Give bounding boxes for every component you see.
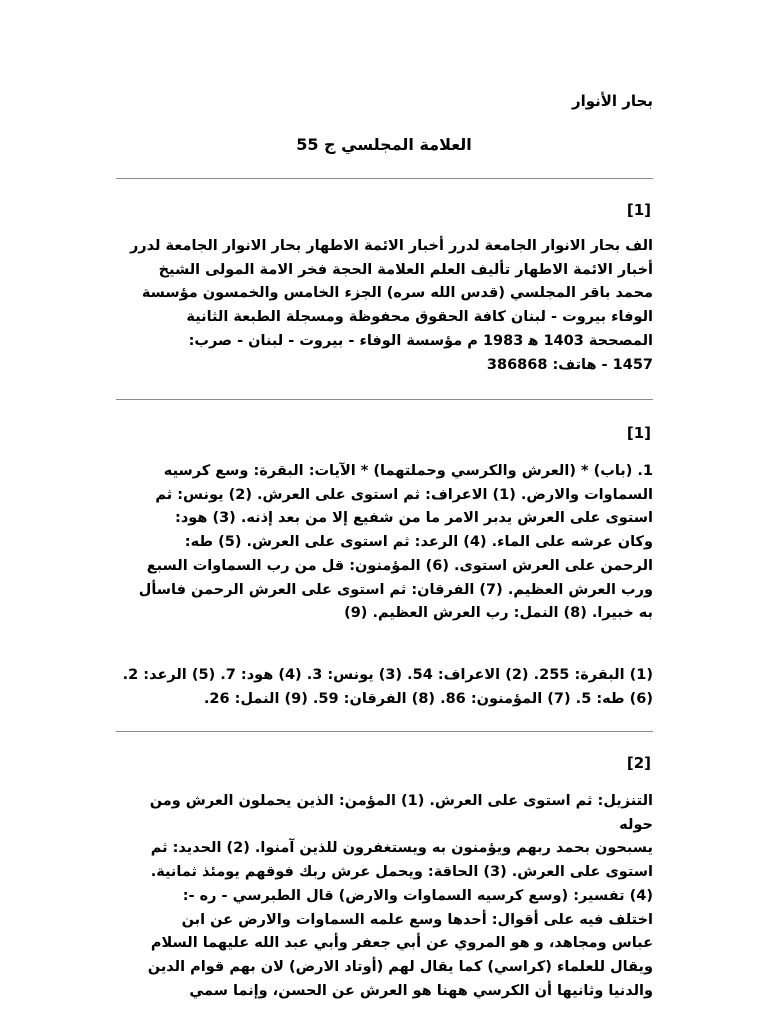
divider <box>116 399 653 400</box>
publication-info <box>113 235 653 377</box>
text-line: ورب العرش العظيم. (7) الفرقان: ثم استوى على العرش الرحمن فاسأل <box>138 581 653 598</box>
text-line: الوفاء بيروت - لبنان كافة الحقوق محفوظة ومسجلة الطبعة الثانية <box>186 309 653 326</box>
running-header: بحار الأنوار <box>571 92 653 110</box>
text-line: به خبيرا. (8) النمل: رب العرش العظيم. (9) <box>344 605 653 622</box>
text-line: المصححة 1403 ه‍ 1983 م مؤسسة الوفاء - بيروت - لبنان - صرب: <box>188 332 653 349</box>
book-title: العلامة المجلسي ج 55 <box>296 135 472 154</box>
section-number: [1] <box>626 201 651 219</box>
section-number: [2] <box>626 754 651 772</box>
text-line: الف بحار الانوار الجامعة لدرر أخبار الائمة الاطهار بحار الانوار الجامعة لدرر <box>129 238 653 254</box>
footnote-line: (6) طه: 5. (7) المؤمنون: 86. (8) الفرقان: 59. (9) النمل: 26. <box>203 690 653 707</box>
footnote-line: (1) البقرة: 255. (2) الاعراف: 54. (3) يونس: 3. (4) هود: 7. (5) الرعد: 2. <box>122 667 653 683</box>
text-line: التنزيل: ثم استوى على العرش. (1) المؤمن: الذين يحملون العرش ومن حوله <box>149 793 653 833</box>
text-line: (4) تفسير: (وسع كرسيه السماوات والارض) قال الطبرسي - ره -: <box>182 887 653 904</box>
text-line: استوى على العرش يدبر الامر ما من شفيع إلا من بعد إذنه. (3) هود: <box>175 510 653 527</box>
text-line: ويقال للعلماء (كراسي) كما يقال لهم (أوتاد الارض) لان بهم قوام الدين <box>147 958 653 975</box>
text-line: السماوات والارض. (1) الاعراف: ثم استوى على العرش. (2) يونس: ثم <box>155 486 653 503</box>
text-line: محمد باقر المجلسي (قدس الله سره) الجزء الخامس والخمسون مؤسسة <box>141 285 653 302</box>
text-line: أخبار الائمة الاطهار تأليف العلم العلامة الحجة فخر الامة المولى الشيخ <box>158 261 653 278</box>
text-line: الرحمن على العرش استوى. (6) المؤمنون: قل من رب السماوات السبع <box>146 557 653 574</box>
text-line: والدنيا وثانيها أن الكرسي ههنا هو العرش عن الحسن، وإنما سمي <box>189 982 653 999</box>
chapter-text <box>113 460 653 626</box>
footnotes <box>113 664 653 711</box>
text-line: وكان عرشه على الماء. (4) الرعد: ثم استوى على العرش. (5) طه: <box>184 534 653 551</box>
divider <box>116 178 653 179</box>
text-line: يسبحون بحمد ربهم ويؤمنون به ويستغفرون للذين آمنوا. (2) الحديد: ثم <box>150 840 653 857</box>
text-line: استوى على العرش. (3) الحاقة: ويحمل عرش ربك فوقهم يومئذ ثمانية. <box>150 864 653 881</box>
text-line: 1457 - هاتف: 386868 <box>486 356 653 373</box>
section-number: [1] <box>626 424 651 442</box>
commentary-text <box>113 790 653 1003</box>
text-line: اختلف فيه على أقوال: أحدها وسع علمه السماوات والارض عن ابن <box>181 911 653 928</box>
text-line: عباس ومجاهد، و هو المروي عن أبي جعفر وأبي عبد الله عليهما السلام <box>150 935 653 952</box>
divider <box>116 731 653 732</box>
text-line: 1. (باب) * (العرش والكرسي وحملتهما) * الآيات: البقرة: وسع كرسيه <box>163 463 653 479</box>
